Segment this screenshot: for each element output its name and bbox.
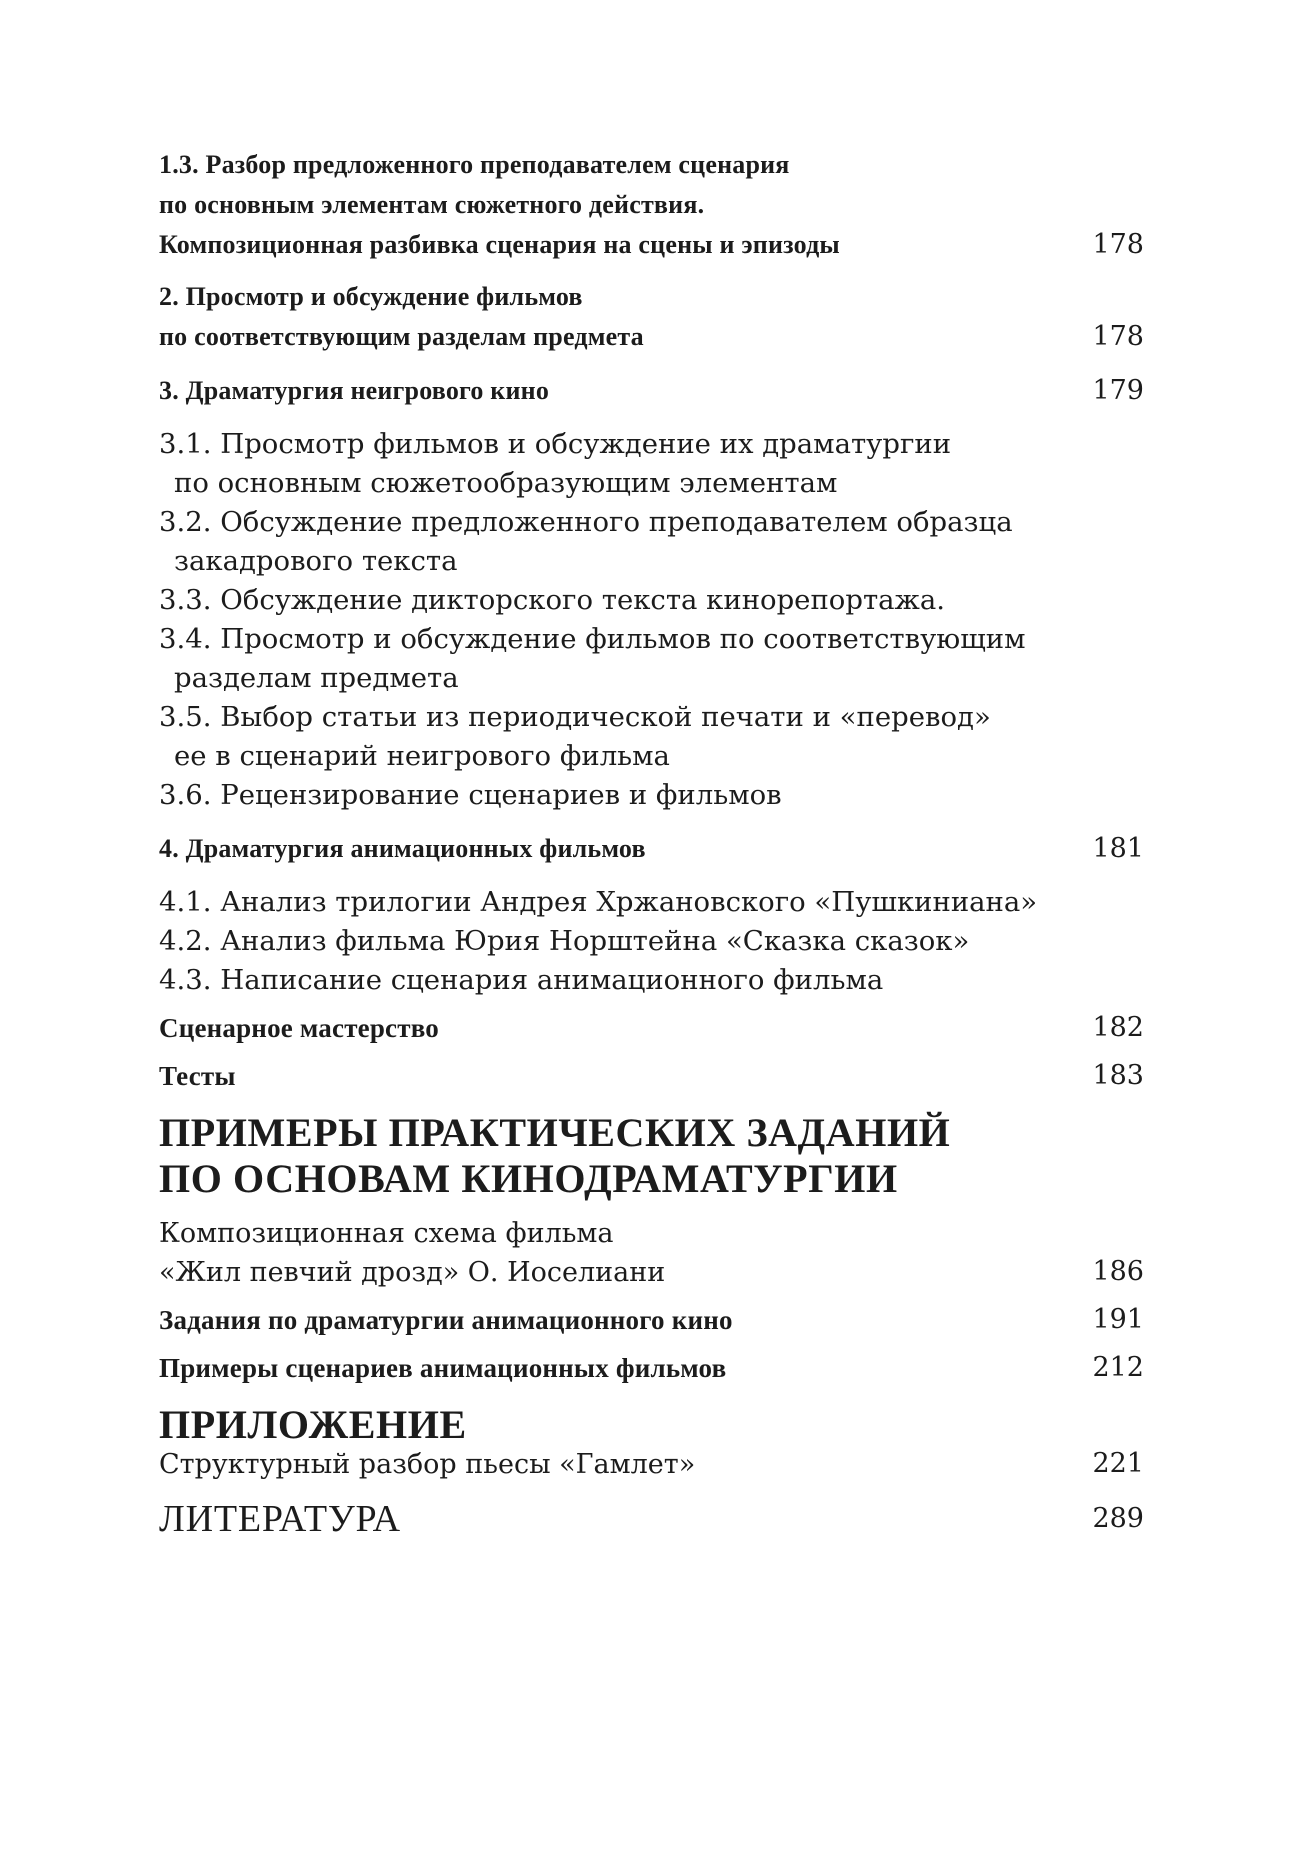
toc-entry-text bbox=[159, 1300, 733, 1340]
toc-line: Композиционная схема фильма bbox=[159, 1218, 614, 1249]
toc-page-number: 191 bbox=[1092, 1304, 1144, 1335]
toc-subitem: ее в сценарий неигрового фильма bbox=[174, 740, 670, 772]
toc-entry-hamlet bbox=[159, 1444, 1144, 1484]
toc-entry-text bbox=[159, 1008, 439, 1048]
toc-page-number: 182 bbox=[1092, 1012, 1144, 1043]
toc-line: Сценарное мастерство bbox=[159, 1013, 439, 1043]
section-heading-appendix bbox=[159, 1402, 1144, 1448]
toc-subitem: 3.3. Обсуждение дикторского текста кинорепортажа. bbox=[159, 584, 945, 616]
toc-line: Тесты bbox=[159, 1061, 236, 1091]
toc-subitem: 3.4. Просмотр и обсуждение фильмов по соответствующим bbox=[159, 623, 1026, 655]
toc-entry-text bbox=[159, 829, 646, 869]
toc-entry-scripts bbox=[159, 1348, 1144, 1388]
toc-entry-text bbox=[159, 1056, 236, 1096]
toc-line: «Жил певчий дрозд» О. Иоселиани bbox=[159, 1257, 666, 1288]
toc-line: по основным элементам сюжетного действия. bbox=[159, 190, 705, 219]
toc-entry-4 bbox=[159, 829, 1144, 869]
toc-line: 1.3. Разбор предложенного преподавателем сценария bbox=[159, 150, 790, 179]
toc-subitem: 3.2. Обсуждение предложенного преподавателем образца bbox=[159, 506, 1013, 538]
toc-line: Примеры сценариев анимационных фильмов bbox=[159, 1353, 727, 1383]
toc-entry-literature bbox=[159, 1496, 1144, 1542]
heading-line: ПРИЛОЖЕНИЕ bbox=[159, 1402, 467, 1447]
toc-page-number: 181 bbox=[1092, 833, 1144, 864]
toc-subitem: 4.3. Написание сценария анимационного фильма bbox=[159, 964, 884, 996]
toc-line: Композиционная разбивка сценария на сцены и эпизоды bbox=[159, 230, 840, 259]
toc-entry-2 bbox=[159, 277, 1144, 357]
toc-page-number: 186 bbox=[1092, 1256, 1144, 1287]
heading-line: ЛИТЕРАТУРА bbox=[159, 1498, 401, 1540]
toc-subitem: разделам предмета bbox=[174, 662, 459, 694]
toc-subitem: по основным сюжетообразующим элементам bbox=[174, 467, 838, 499]
toc-page-number: 212 bbox=[1092, 1352, 1144, 1383]
toc-page-number: 178 bbox=[1092, 229, 1144, 260]
toc-sublist-3 bbox=[159, 425, 1144, 815]
toc-page-number: 178 bbox=[1092, 321, 1144, 352]
toc-entry-tasks bbox=[159, 1300, 1144, 1340]
toc-line: по соответствующим разделам предмета bbox=[159, 322, 644, 351]
toc-subitem: 4.2. Анализ фильма Юрия Норштейна «Сказка сказок» bbox=[159, 925, 970, 957]
toc-line: Структурный разбор пьесы «Гамлет» bbox=[159, 1449, 696, 1480]
toc-subitem: закадрового текста bbox=[174, 545, 458, 577]
table-of-contents bbox=[159, 145, 1144, 1542]
toc-page-number: 183 bbox=[1092, 1060, 1144, 1091]
toc-entry-tests bbox=[159, 1056, 1144, 1096]
toc-sublist-4 bbox=[159, 883, 1144, 1000]
toc-entry-text bbox=[159, 145, 840, 265]
toc-line: 4. Драматургия анимационных фильмов bbox=[159, 834, 646, 863]
toc-entry-text bbox=[159, 1496, 401, 1542]
toc-entry-text bbox=[159, 1214, 665, 1292]
toc-subitem: 4.1. Анализ трилогии Андрея Хржановского «Пушкиниана» bbox=[159, 886, 1038, 918]
toc-entry-scheme bbox=[159, 1214, 1144, 1292]
heading-line: ПРИМЕРЫ ПРАКТИЧЕСКИХ ЗАДАНИЙ bbox=[159, 1110, 951, 1155]
toc-subitem: 3.6. Рецензирование сценариев и фильмов bbox=[159, 779, 782, 811]
toc-subitem: 3.1. Просмотр фильмов и обсуждение их драматургии bbox=[159, 428, 952, 460]
toc-line: Задания по драматургии анимационного кино bbox=[159, 1305, 733, 1335]
toc-subitem: 3.5. Выбор статьи из периодической печати и «перевод» bbox=[159, 701, 991, 733]
toc-entry-text bbox=[159, 1445, 695, 1484]
toc-entry-mastery bbox=[159, 1008, 1144, 1048]
toc-entry-1-3 bbox=[159, 145, 1144, 265]
toc-page-number: 179 bbox=[1092, 375, 1144, 406]
toc-entry-text bbox=[159, 277, 644, 357]
toc-line: 2. Просмотр и обсуждение фильмов bbox=[159, 282, 583, 311]
section-heading-examples bbox=[159, 1110, 1144, 1202]
toc-line: 3. Драматургия неигрового кино bbox=[159, 376, 550, 405]
toc-page-number: 289 bbox=[1092, 1503, 1144, 1534]
toc-page-number: 221 bbox=[1092, 1448, 1144, 1479]
heading-line: ПО ОСНОВАМ КИНОДРАМАТУРГИИ bbox=[159, 1156, 898, 1201]
toc-entry-text bbox=[159, 371, 549, 411]
toc-entry-text bbox=[159, 1348, 726, 1388]
toc-entry-3 bbox=[159, 371, 1144, 411]
